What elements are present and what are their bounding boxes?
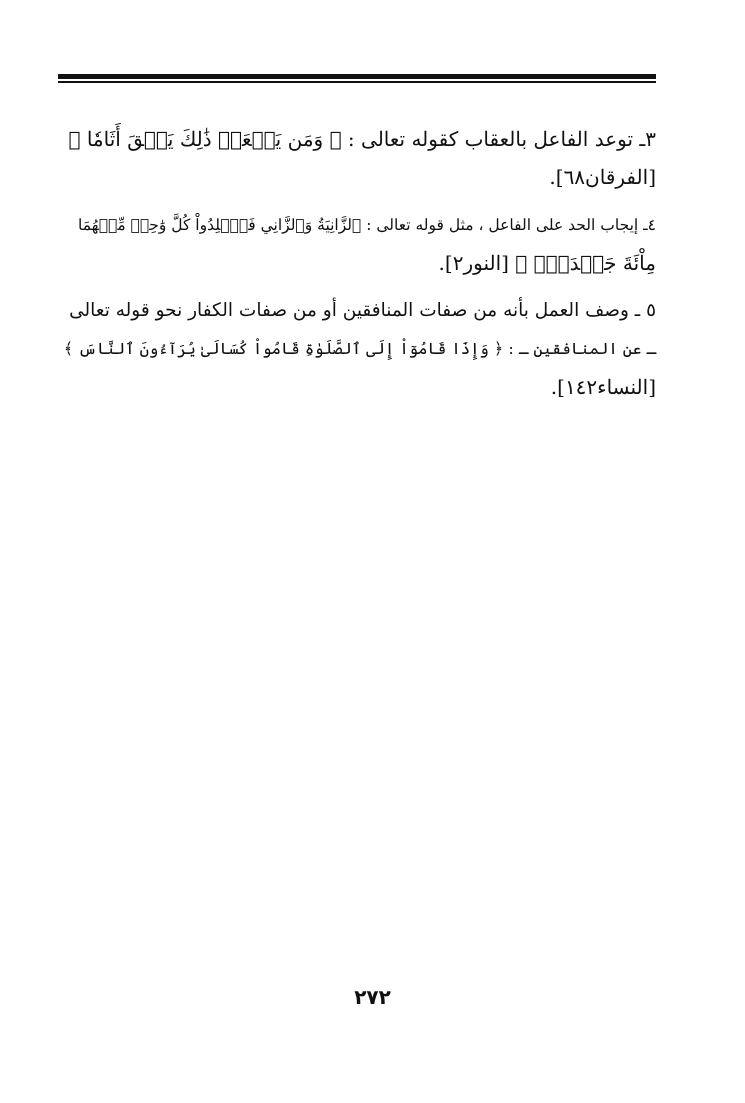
- text-line: ٣ـ توعد الفاعل بالعقاب كقوله تعالى : ﴿ وَمَن يَفۡعَلۡ ذَٰلِكَ يَلۡقَ أَثَامٗا ﴾: [68, 127, 656, 151]
- list-item: [60, 206, 656, 282]
- header-rule-thick: [58, 74, 656, 79]
- page-body: [60, 120, 656, 416]
- text-line: [الفرقان٦٨].: [549, 165, 656, 189]
- page-number: ٢٧٢: [354, 985, 391, 1009]
- text-line: [النساء١٤٢].: [550, 375, 656, 399]
- text-line: ٤ـ إيجاب الحد على الفاعل ، مثل قوله تعالى : ٱلزَّانِيَةُ وَٱلزَّانِي فَٱجۡلِدُواْ كُلَّ وَٰحِدٖ مِّنۡهُمَا: [78, 216, 656, 234]
- list-item: [60, 120, 656, 196]
- header-rule-thin: [58, 81, 656, 83]
- text-line: مِاْئَةَ جَلۡدَةٖۖ ﴾ [النور٢].: [438, 251, 656, 275]
- text-line: ٥ ـ وصف العمل بأنه من صفات المنافقين أو من صفات الكفار نحو قوله تعالى: [69, 300, 656, 321]
- list-item: [60, 292, 656, 406]
- text-line: ـ عن المنافقين ـ : ﴿ وَإِذَا قَامُوٓاْ إِلَى ٱلصَّلَوٰةِ قَامُواْ كُسَالَىٰ يُرَآءُونَ ٱلنَّاسَ ﴾: [63, 339, 656, 358]
